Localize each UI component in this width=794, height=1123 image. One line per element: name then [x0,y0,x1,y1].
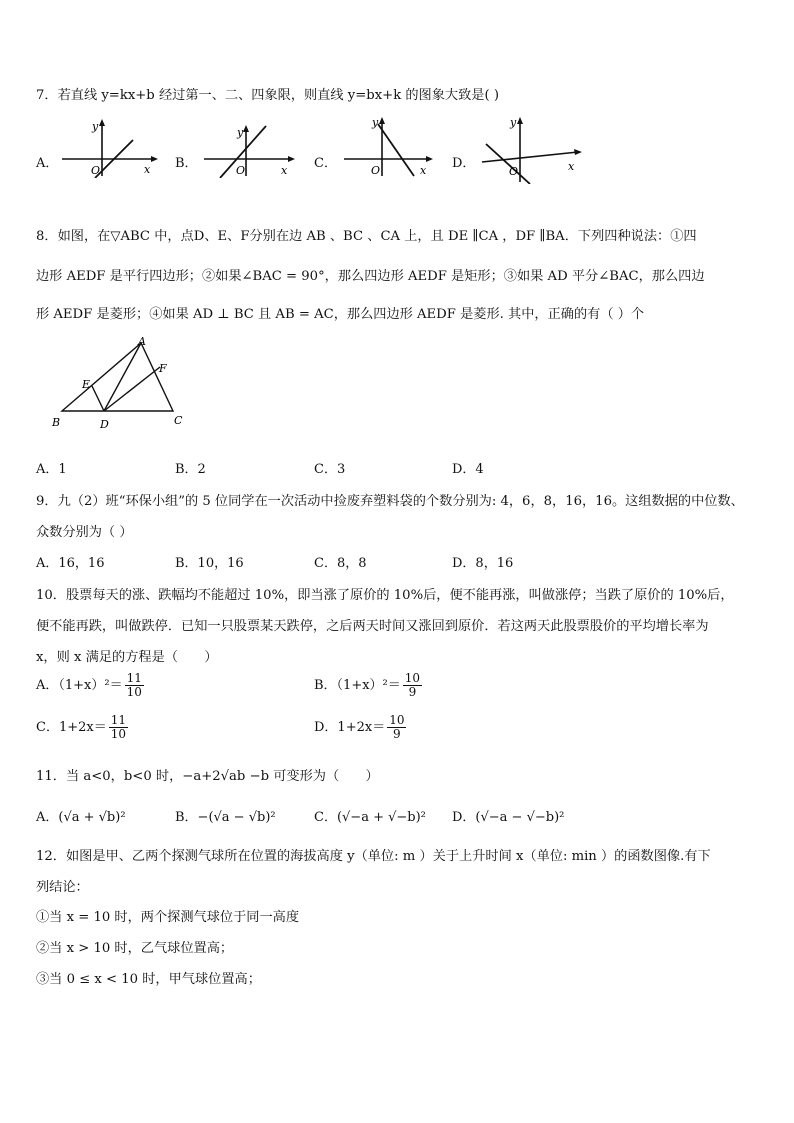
label-d: D [100,418,109,431]
q7-graph-b [200,116,304,178]
svg-text:O: O [371,164,381,177]
label-a: A [138,335,146,348]
svg-text:y: y [372,116,379,129]
q10-line3: x，则 x 满足的方程是（ ） [36,650,218,665]
q10-option-d: D．1+2x＝ $\frac{10}{9}$ [314,713,405,741]
q12-conclusion-2: ②当 x > 10 时，乙气球位置高； [36,941,234,956]
svg-text:y: y [510,116,517,129]
q7-graph-a [58,116,162,178]
q9-line2: 众数分别为（ ） [36,525,133,540]
q10-line1: 10．股票每天的涨、跌幅均不能超过 10%，即当涨了原价的 10%后，便不能再涨，叫做涨停；当跌了原价的 10%后， [36,588,734,603]
q9-option-a: A．16，16 [36,556,105,571]
q10-option-a: A．（1+x）²＝ $\frac{11}{10}$ [36,671,142,699]
y-label: y [92,120,99,133]
q12-line2: 列结论： [36,880,89,895]
q10-option-b: B．（1+x）²＝ $\frac{10}{9}$ [314,671,421,699]
q9-option-c: C．8，8 [314,556,367,571]
q12-conclusion-1: ①当 x = 10 时，两个探测气球位于同一高度 [36,910,300,925]
graph-line [486,144,530,184]
q10-line2: 便不能再跌，叫做跌停．已知一只股票某天跌停，之后两天时间又涨回到原价．若这两天此股票股价的平均增长率为 [36,619,709,634]
svg-text:x: x [281,164,288,177]
q8-line1: 8．如图，在▽ABC 中，点D、E、F分别在边 AB 、BC 、CA 上，且 DE ∥CA ，DF ∥BA．下列四种说法：①四 [36,229,697,244]
q11-stem: 11．当 a<0，b<0 时，−a+2√ab −b 可变形为（ ） [36,769,379,784]
label-b: B [52,416,61,429]
y-axis-arrow [99,119,105,126]
segment-de [92,386,104,411]
graph-line [378,124,414,176]
x-axis-arrow [151,156,158,162]
q7-stem: 7．若直线 y=kx+b 经过第一、二、四象限，则直线 y=bx+k 的图象大致是( ) [36,88,499,103]
q8-option-d: D．4 [452,462,484,477]
label-f: F [159,362,167,375]
segment-ad [104,343,141,411]
label-c: C [174,414,183,427]
q7-option-b-label: B． [175,156,198,171]
q7-graph-c [338,112,442,178]
q11-option-a: A．(√a + √b)² [36,810,126,825]
q8-option-b: B．2 [175,462,206,477]
q11-option-c: C．(√−a + √−b)² [314,810,426,825]
origin-label: O [91,164,101,177]
svg-text:x: x [420,164,427,177]
q9-option-d: D．8，16 [452,556,514,571]
q8-option-c: C．3 [314,462,346,477]
label-e: E [82,378,91,391]
q9-line1: 9．九（2）班“环保小组”的 5 位同学在一次活动中捡废弃塑料袋的个数分别为: 4，6，8，16，16。这组数据的中位数、 [36,494,744,509]
q10-option-c: C．1+2x＝ $\frac{11}{10}$ [36,713,126,741]
svg-text:O: O [509,165,519,178]
x-label: x [144,163,151,176]
svg-text:O: O [236,164,246,177]
q12-conclusion-3: ③当 0 ≤ x < 10 时，甲气球位置高； [36,972,261,987]
q11-option-d: D．(√−a − √−b)² [452,810,565,825]
q8-line3: 形 AEDF 是菱形；④如果 AD ⊥ BC 且 AB = AC，那么四边形 AEDF 是菱形. 其中，正确的有（ ）个 [36,307,645,322]
segment-df [104,367,160,411]
q7-graph-d [476,112,588,184]
svg-text:y: y [237,126,244,139]
q7-option-c-label: C． [314,156,337,171]
q8-option-a: A．1 [36,462,67,477]
q8-line2: 边形 AEDF 是平行四边形；②如果∠BAC = 90°，那么四边形 AEDF 是矩形；③如果 AD 平分∠BAC，那么四边 [36,269,705,284]
q12-line1: 12．如图是甲、乙两个探测气球所在位置的海拔高度 y（单位: m ）关于上升时间 x（单位: min ）的函数图像.有下 [36,849,711,864]
q7-option-d-label: D． [452,156,476,171]
q9-option-b: B．10，16 [175,556,244,571]
q11-option-b: B．−(√a − √b)² [175,810,276,825]
q8-triangle-figure [48,334,198,432]
q7-option-a-label: A． [36,156,59,171]
svg-text:x: x [568,160,575,173]
